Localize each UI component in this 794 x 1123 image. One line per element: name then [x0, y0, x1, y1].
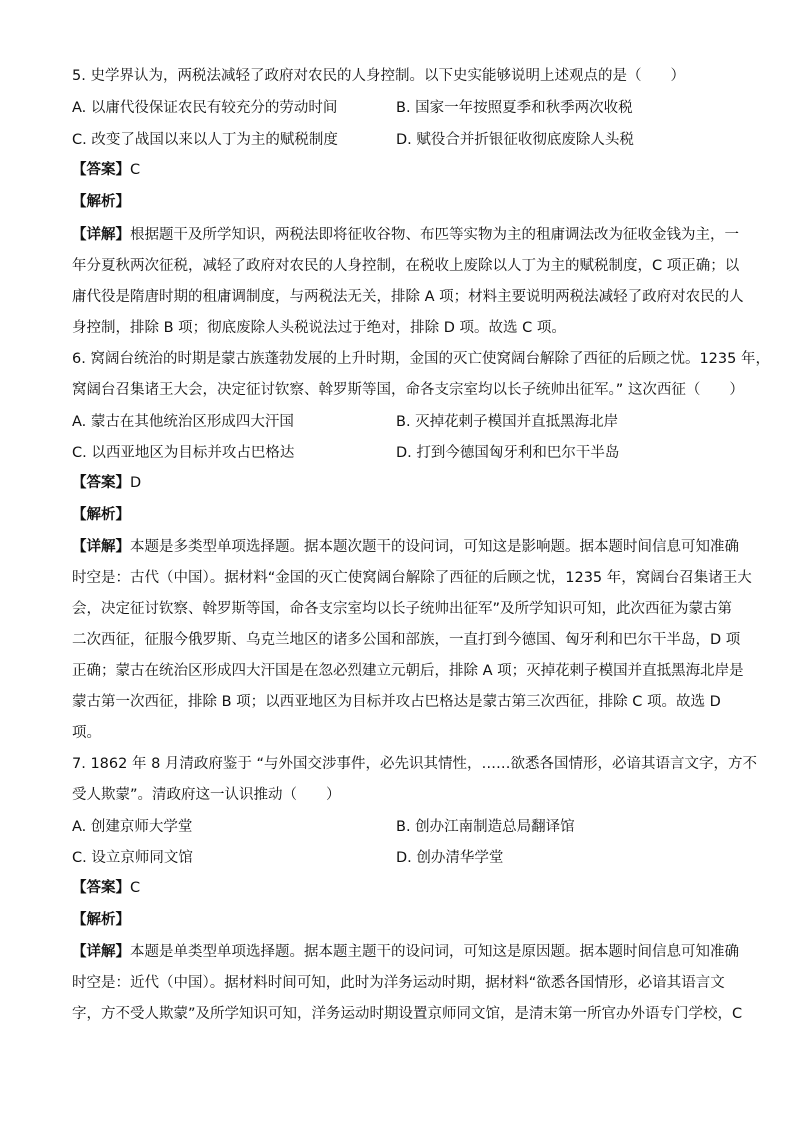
- q6-option-b: B. 灭掉花剌子模国并直抵黑海北岸: [396, 414, 619, 430]
- q6-analysis-tag-row: [72, 505, 722, 525]
- q7-detail-text: 本题是单类型单项选择题。据本题主题干的设问词，可知这是原因题。据本题时间信息可知准确: [130, 944, 739, 960]
- q5-answer-tag: 【答案】: [72, 162, 130, 178]
- q7-detail-line: 时空是：近代（中国）。据材料时间可知，此时为洋务运动时期，据材料“欲悉各国情形，必谙其语言文: [72, 975, 725, 991]
- q6-stem-line: 窝阔台召集诸王大会，决定征讨钦察、斡罗斯等国，命各支宗室均以长子统帅出征军。” 这次西征（ ）: [72, 382, 744, 398]
- q7-option-d: D. 创办清华学堂: [396, 850, 504, 866]
- q5-answer-row: [72, 160, 722, 180]
- q7-stem-line: 7. 1862 年 8 月清政府鉴于 “与外国交涉事件，必先识其情性，……欲悉各国情形，必谙其语言文字，方不: [72, 756, 758, 772]
- q5-stem: 5. 史学界认为，两税法减轻了政府对农民的人身控制。以下史实能够说明上述观点的是（ ）: [72, 68, 685, 84]
- q7-option-a: A. 创建京师大学堂: [72, 819, 193, 835]
- q6-detail-line: 蒙古第一次西征，排除 B 项；以西亚地区为目标并攻占巴格达是蒙古第三次西征，排除 C 项。故选 D: [72, 694, 721, 710]
- q6-detail-line: 项。: [72, 725, 101, 741]
- q7-analysis-tag: 【解析】: [72, 912, 130, 928]
- q7-answer-row: [72, 878, 722, 898]
- q7-option-b: B. 创办江南制造总局翻译馆: [396, 819, 575, 835]
- q5-detail-tag: 【详解】: [72, 227, 130, 243]
- q5-option-d: D. 赋役合并折银征收彻底废除人头税: [396, 132, 634, 148]
- q6-option-a: A. 蒙古在其他统治区形成四大汗国: [72, 414, 294, 430]
- q7-answer: C: [130, 880, 141, 896]
- q5-detail-line: 年分夏秋两次征税，减轻了政府对农民的人身控制，在税收上废除以人丁为主的赋税制度，C 项正确；以: [72, 258, 740, 274]
- q5-analysis-tag: 【解析】: [72, 194, 130, 210]
- q7-detail-line: 字，方不受人欺蒙”及所学知识可知，洋务运动时期设置京师同文馆，是清末第一所官办外语专门学校，C: [72, 1006, 743, 1022]
- q6-detail-line: 二次西征，征服今俄罗斯、乌克兰地区的诸多公国和部族，一直打到今德国、匈牙利和巴尔干半岛，D 项: [72, 632, 741, 648]
- q5-detail-line: 庸代役是隋唐时期的租庸调制度，与两税法无关，排除 A 项；材料主要说明两税法减轻了政府对农民的人: [72, 289, 744, 305]
- q6-answer-row: [72, 473, 722, 493]
- q5-detail-text: 根据题干及所学知识，两税法即将征收谷物、布匹等实物为主的租庸调法改为征收金钱为主，一: [130, 227, 739, 243]
- q5-answer: C: [130, 162, 141, 178]
- q6-option-c: C. 以西亚地区为目标并攻占巴格达: [72, 445, 295, 461]
- q6-detail-line: 会，决定征讨钦察、斡罗斯等国，命各支宗室均以长子统帅出征军”及所学知识可知，此次西征为蒙古第: [72, 601, 733, 617]
- q6-detail-text: 本题是多类型单项选择题。据本题次题干的设问词，可知这是影响题。据本题时间信息可知准确: [130, 539, 739, 555]
- q5-detail-line: [72, 225, 739, 245]
- q5-option-a: A. 以庸代役保证农民有较充分的劳动时间: [72, 100, 338, 116]
- q5-detail-line: 身控制，排除 B 项；彻底废除人头税说法过于绝对，排除 D 项。故选 C 项。: [72, 320, 566, 336]
- q5-analysis-tag-row: [72, 192, 722, 212]
- q6-answer: D: [130, 475, 142, 491]
- q6-option-d: D. 打到今德国匈牙利和巴尔干半岛: [396, 445, 620, 461]
- q6-detail-line: 正确；蒙古在统治区形成四大汗国是在忽必烈建立元朝后，排除 A 项；灭掉花剌子模国并直抵黑海北岸是: [72, 663, 744, 679]
- q6-analysis-tag: 【解析】: [72, 507, 130, 523]
- q7-stem-line: 受人欺蒙”。清政府这一认识推动（ ）: [72, 787, 341, 803]
- q7-answer-tag: 【答案】: [72, 880, 130, 896]
- q7-detail-line: [72, 942, 739, 962]
- q7-option-c: C. 设立京师同文馆: [72, 850, 193, 866]
- q5-option-b: B. 国家一年按照夏季和秋季两次收税: [396, 100, 633, 116]
- q6-detail-line: 时空是：古代（中国）。据材料“金国的灭亡使窝阔台解除了西征的后顾之忧，1235 年，窝阔台召集诸王大: [72, 570, 752, 586]
- q7-detail-tag: 【详解】: [72, 944, 130, 960]
- q6-detail-line: [72, 537, 739, 557]
- q6-stem-line: 6. 窝阔台统治的时期是蒙古族蓬勃发展的上升时期，金国的灭亡使窝阔台解除了西征的后顾之忧。1235 年，: [72, 351, 770, 367]
- q7-analysis-tag-row: [72, 910, 722, 930]
- q6-answer-tag: 【答案】: [72, 475, 130, 491]
- q6-detail-tag: 【详解】: [72, 539, 130, 555]
- q5-option-c: C. 改变了战国以来以人丁为主的赋税制度: [72, 132, 338, 148]
